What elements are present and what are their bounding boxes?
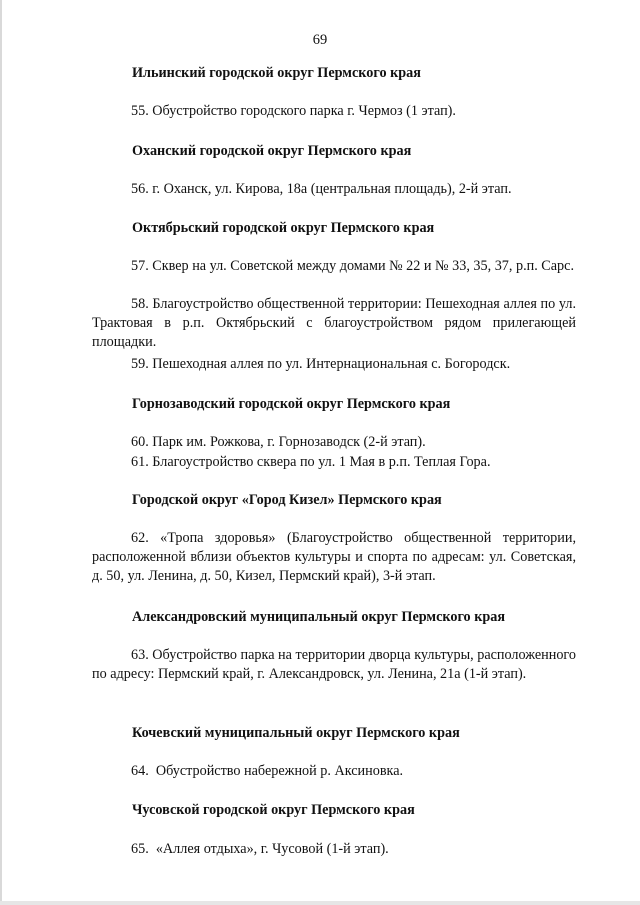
list-item-57 [92,257,576,276]
section-heading-okhansky: Оханский городской округ Пермского края [132,143,412,159]
section-heading-chusovskoy: Чусовской городской округ Пермского края [132,802,415,818]
list-item-text: 63. Обустройство парка на территории дворца культуры, расположенного по адресу: Пермский край, г. Александровск, ул. Ленина, 21а (1-й этап). [92,647,576,682]
list-item-62 [92,529,576,586]
list-item-59 [92,355,576,374]
list-item-55 [92,102,576,121]
list-item-64 [92,762,576,781]
list-item-text: 65. «Аллея отдыха», г. Чусовой (1-й этап). [131,841,389,857]
scan-bottom-edge [0,901,640,905]
list-item-56 [92,180,576,199]
list-item-text: 61. Благоустройство сквера по ул. 1 Мая в р.п. Теплая Гора. [131,454,491,470]
section-heading-gornozavodsky: Горнозаводский городской округ Пермского края [132,396,451,412]
list-item-text: 58. Благоустройство общественной территории: Пешеходная аллея по ул. Трактовая в р.п. Октябрьский с благоустройством рядом прилегающей площадки. [92,296,576,350]
list-item-60 [92,433,576,452]
section-heading-ilinsky: Ильинский городской округ Пермского края [132,65,421,81]
list-item-text: 60. Парк им. Рожкова, г. Горнозаводск (2-й этап). [131,434,426,450]
list-item-text: 62. «Тропа здоровья» (Благоустройство общественной территории, расположенной вблизи объектов культуры и спорта по адресам: ул. Советская, д. 50, ул. Ленина, д. 50, Кизел, Пермский край), 3-й этап. [92,530,576,584]
list-item-text: 59. Пешеходная аллея по ул. Интернациональная с. Богородск. [131,356,511,372]
list-item-58 [92,295,576,352]
list-item-text: 64. Обустройство набережной р. Аксиновка. [131,763,404,779]
section-heading-aleksandrovsky: Александровский муниципальный округ Пермского края [132,609,506,625]
section-heading-kizel: Городской округ «Город Кизел» Пермского края [132,492,442,508]
list-item-63 [92,646,576,684]
section-heading-oktyabrsky: Октябрьский городской округ Пермского края [132,220,435,236]
list-item-61 [92,453,576,472]
section-heading-kochevsky: Кочевский муниципальный округ Пермского края [132,725,460,741]
scan-left-edge [0,0,2,905]
list-item-text: 56. г. Оханск, ул. Кирова, 18а (центральная площадь), 2-й этап. [131,181,512,197]
list-item-text: 57. Сквер на ул. Советской между домами № 22 и № 33, 35, 37, р.п. Сарс. [131,258,574,274]
list-item-65 [92,840,576,859]
list-item-text: 55. Обустройство городского парка г. Чермоз (1 этап). [131,103,456,119]
page-number: 69 [312,32,328,48]
